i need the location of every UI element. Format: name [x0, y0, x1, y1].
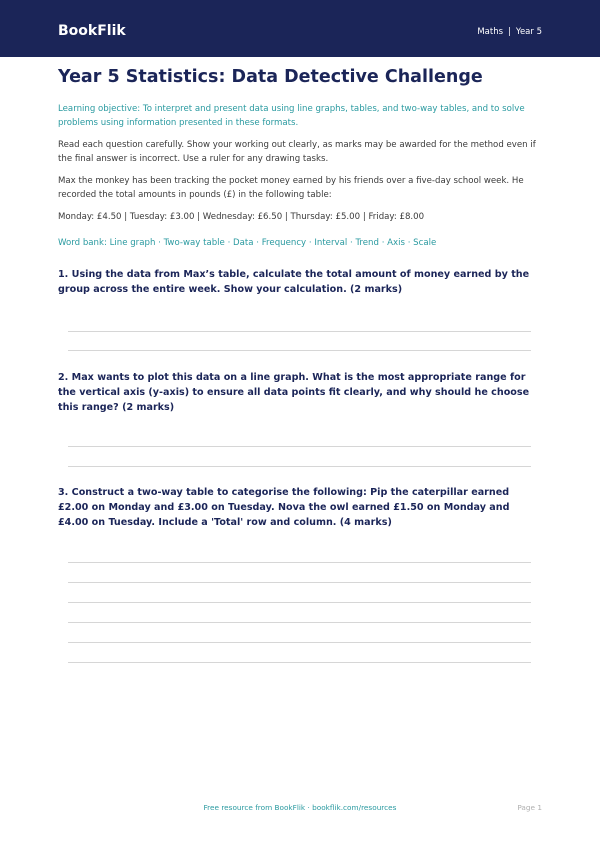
intro-text: Max the monkey has been tracking the pocket money earned by his friends over a five-day school week. He recorded the total amounts in pounds (£) in the following table:	[58, 176, 524, 200]
instructions-text: Read each question carefully. Show your working out clearly, as marks may be awarded for the method even if the final answer is incorrect. Use a ruler for any drawing tasks.	[58, 140, 536, 164]
answer-line[interactable]	[68, 582, 531, 583]
answer-line[interactable]	[68, 662, 531, 663]
answer-line[interactable]	[68, 350, 531, 351]
answer-line[interactable]	[68, 466, 531, 467]
header-bar	[0, 0, 600, 57]
page-number: Page 1	[517, 803, 542, 812]
worksheet-intro	[58, 66, 542, 250]
footer-text[interactable]: Free resource from BookFlik · bookflik.com/resources	[203, 803, 397, 812]
page-title: Year 5 Statistics: Data Detective Challenge	[58, 67, 483, 87]
answer-line[interactable]	[68, 331, 531, 332]
brand-logo[interactable]: BookFlik	[58, 23, 126, 39]
answer-line[interactable]	[68, 642, 531, 643]
answer-line[interactable]	[68, 602, 531, 603]
answer-line[interactable]	[68, 622, 531, 623]
answer-line[interactable]	[68, 446, 531, 447]
question-1: 1. Using the data from Max’s table, calculate the total amount of money earned by the group across the entire week. Show your calculation. (2 marks)	[58, 269, 530, 295]
year-label: Year 5	[515, 27, 542, 37]
header-separator: |	[508, 27, 511, 37]
answer-line[interactable]	[68, 562, 531, 563]
question-2: 2. Max wants to plot this data on a line graph. What is the most appropriate range for the vertical axis (y-axis) to ensure all data points fit clearly, and why should he choose this range? (2 marks)	[58, 372, 530, 413]
question-3: 3. Construct a two-way table to categorise the following: Pip the caterpillar earned £2.00 on Monday and £3.00 on Tuesday. Nova the owl earned £1.50 on Monday and £4.00 on Tuesday. Include a 'Total' row and column. (4 marks)	[58, 487, 510, 528]
header-meta	[477, 27, 542, 37]
learning-objective: Learning objective: To interpret and present data using line graphs, tables, and two-way tables, and to solve problems using information presented in these formats.	[58, 104, 525, 128]
subject-label: Maths	[477, 27, 504, 37]
data-line: Monday: £4.50 | Tuesday: £3.00 | Wednesday: £6.50 | Thursday: £5.00 | Friday: £8.00	[58, 212, 425, 222]
word-bank: Word bank: Line graph · Two-way table · Data · Frequency · Interval · Trend · Axis · Scale	[58, 237, 437, 248]
